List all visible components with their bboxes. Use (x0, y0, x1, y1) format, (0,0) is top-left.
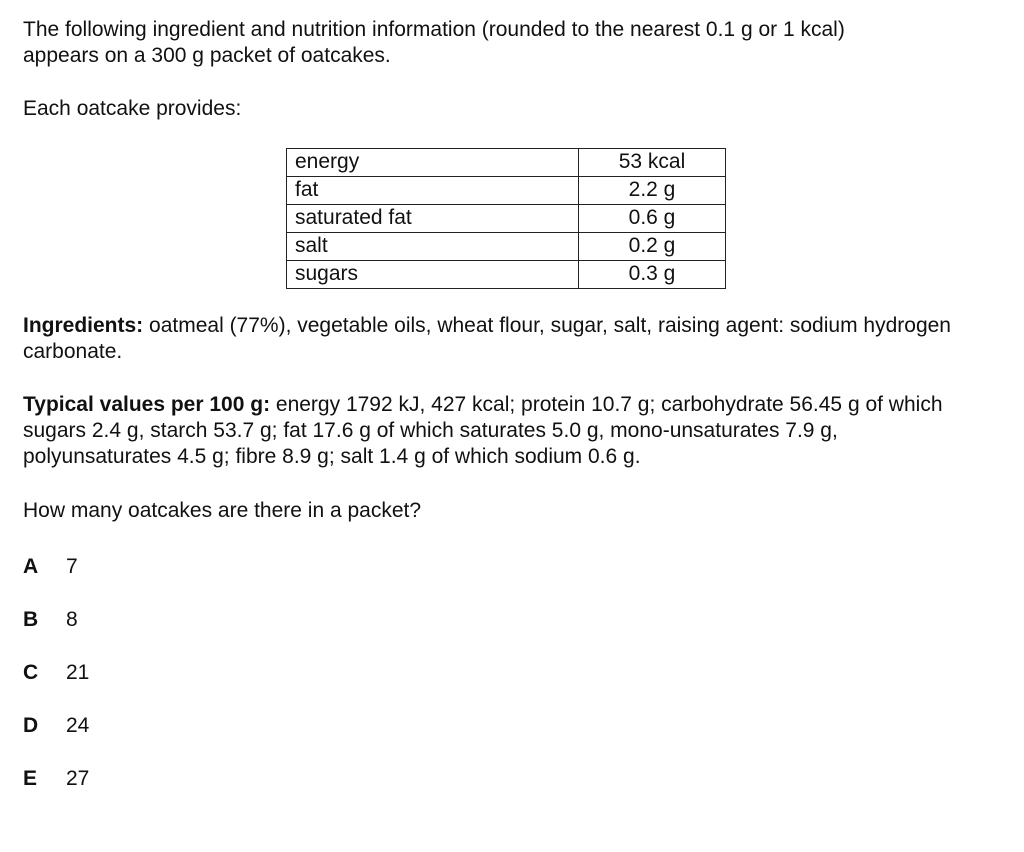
option-letter: D (23, 714, 39, 737)
typical-values-text: energy 1792 kJ, 427 kcal; protein 10.7 g; carbohydrate 56.45 g of which sugars 2.4 g, starch 53.7 g; fat 17.6 g of which saturates 5.0 g, mono-unsaturates 7.9 g, polyunsaturates 4.5 g; fibre 8.9 g; salt 1.4 g of which sodium 0.6 g. (23, 393, 943, 468)
nutrient-value: 0.3 g (579, 261, 726, 289)
nutrient-value: 53 kcal (579, 149, 726, 177)
intro-line-1: The following ingredient and nutrition information (rounded to the nearest 0.1 g or 1 kcal) (23, 18, 845, 41)
nutrition-table (286, 148, 726, 289)
option-value: 8 (66, 608, 78, 631)
option-a[interactable] (23, 554, 78, 580)
table-row (287, 177, 726, 205)
typical-values-paragraph (23, 392, 983, 470)
table-row (287, 233, 726, 261)
nutrient-name: salt (287, 233, 579, 261)
nutrient-name: sugars (287, 261, 579, 289)
option-letter: A (23, 555, 39, 578)
option-value: 24 (66, 714, 90, 737)
nutrient-value: 0.2 g (579, 233, 726, 261)
table-row (287, 261, 726, 289)
option-value: 21 (66, 661, 90, 684)
provides-heading: Each oatcake provides: (23, 97, 242, 120)
option-d[interactable] (23, 713, 89, 739)
table-row (287, 149, 726, 177)
option-value: 27 (66, 767, 90, 790)
intro-paragraph (23, 17, 983, 69)
question-text: How many oatcakes are there in a packet? (23, 499, 422, 522)
option-value: 7 (66, 555, 78, 578)
ingredients-text: oatmeal (77%), vegetable oils, wheat flour, sugar, salt, raising agent: sodium hydrogen carbonate. (23, 314, 951, 363)
option-letter: E (23, 767, 38, 790)
intro-line-2: appears on a 300 g packet of oatcakes. (23, 44, 391, 67)
option-letter: C (23, 661, 39, 684)
nutrient-value: 2.2 g (579, 177, 726, 205)
table-row (287, 205, 726, 233)
option-b[interactable] (23, 607, 78, 633)
ingredients-label: Ingredients: (23, 314, 144, 337)
nutrient-name: energy (287, 149, 579, 177)
option-c[interactable] (23, 660, 89, 686)
typical-values-label: Typical values per 100 g: (23, 393, 271, 416)
nutrient-name: fat (287, 177, 579, 205)
nutrient-value: 0.6 g (579, 205, 726, 233)
option-e[interactable] (23, 766, 89, 792)
option-letter: B (23, 608, 39, 631)
nutrient-name: saturated fat (287, 205, 579, 233)
ingredients-paragraph (23, 313, 983, 365)
